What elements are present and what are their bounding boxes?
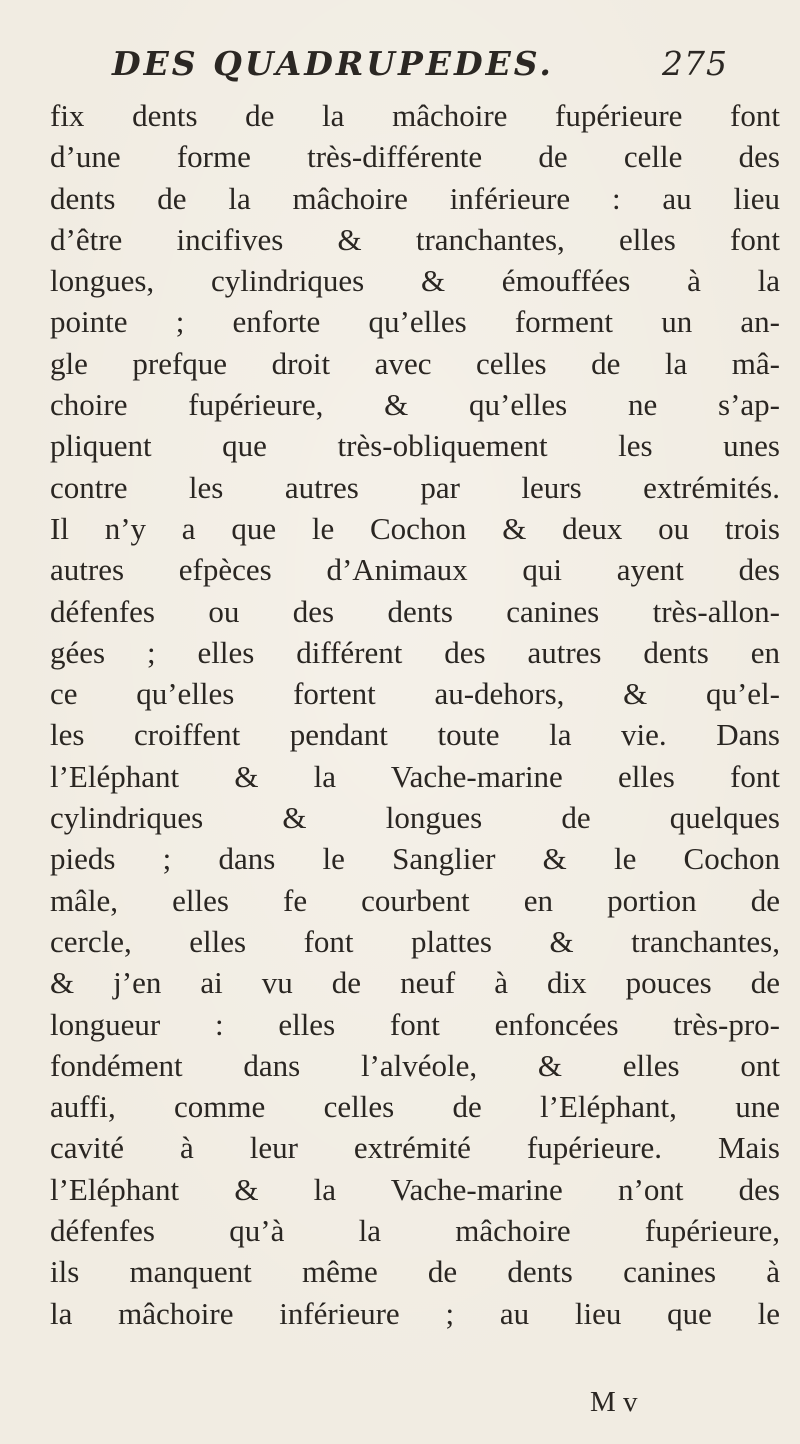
- text-line: la mâchoire inférieure ; au lieu que le: [50, 1295, 780, 1331]
- body-text: [50, 95, 780, 1334]
- text-line: fix dents de la mâchoire fupérieure font: [50, 98, 780, 133]
- text-line: Il n’y a que le Cochon & deux ou trois: [50, 510, 780, 546]
- text-line: cavité à leur extrémité fupérieure. Mais: [50, 1130, 780, 1166]
- text-line: choire fupérieure, & qu’elles ne s’ap-: [50, 387, 780, 423]
- text-line: contre les autres par leurs extrémités.: [50, 469, 780, 505]
- text-line: auffi, comme celles de l’Eléphant, une: [50, 1089, 780, 1125]
- text-line: gle prefque droit avec celles de la mâ-: [50, 345, 780, 381]
- running-title: DES QUADRUPEDES.: [112, 44, 554, 83]
- text-line: mâle, elles fe courbent en portion de: [50, 882, 780, 918]
- text-line: d’être incifives & tranchantes, elles font: [50, 221, 780, 257]
- text-line: autres efpèces d’Animaux qui ayent des: [50, 552, 780, 588]
- running-head: [112, 40, 772, 92]
- text-line: fondément dans l’alvéole, & elles ont: [50, 1047, 780, 1083]
- text-line: cylindriques & longues de quelques: [50, 800, 780, 836]
- text-line: & j’en ai vu de neuf à dix pouces de: [50, 965, 780, 1001]
- text-line: gées ; elles différent des autres dents en: [50, 634, 780, 670]
- text-line: longues, cylindriques & émouffées à la: [50, 263, 780, 299]
- text-line: ce qu’elles fortent au-dehors, & qu’el-: [50, 676, 780, 712]
- text-line: d’une forme très-différente de celle des: [50, 139, 780, 175]
- text-line: les croiffent pendant toute la vie. Dans: [50, 717, 780, 753]
- text-line: pieds ; dans le Sanglier & le Cochon: [50, 841, 780, 877]
- catchword: M v: [590, 1386, 638, 1418]
- text-line: cercle, elles font plattes & tranchantes,: [50, 923, 780, 959]
- page-number: 275: [662, 44, 728, 83]
- text-line: longueur : elles font enfoncées très-pro-: [50, 1006, 780, 1042]
- text-line: dents de la mâchoire inférieure : au lieu: [50, 180, 780, 216]
- text-line: ils manquent même de dents canines à: [50, 1254, 780, 1290]
- text-line: défenfes ou des dents canines très-allon-: [50, 593, 780, 629]
- text-line: pliquent que très-obliquement les unes: [50, 428, 780, 464]
- text-line: l’Eléphant & la Vache-marine elles font: [50, 758, 780, 794]
- text-line: défenfes qu’à la mâchoire fupérieure,: [50, 1213, 780, 1249]
- text-line: pointe ; enforte qu’elles forment un an-: [50, 304, 780, 340]
- text-line: l’Eléphant & la Vache-marine n’ont des: [50, 1171, 780, 1207]
